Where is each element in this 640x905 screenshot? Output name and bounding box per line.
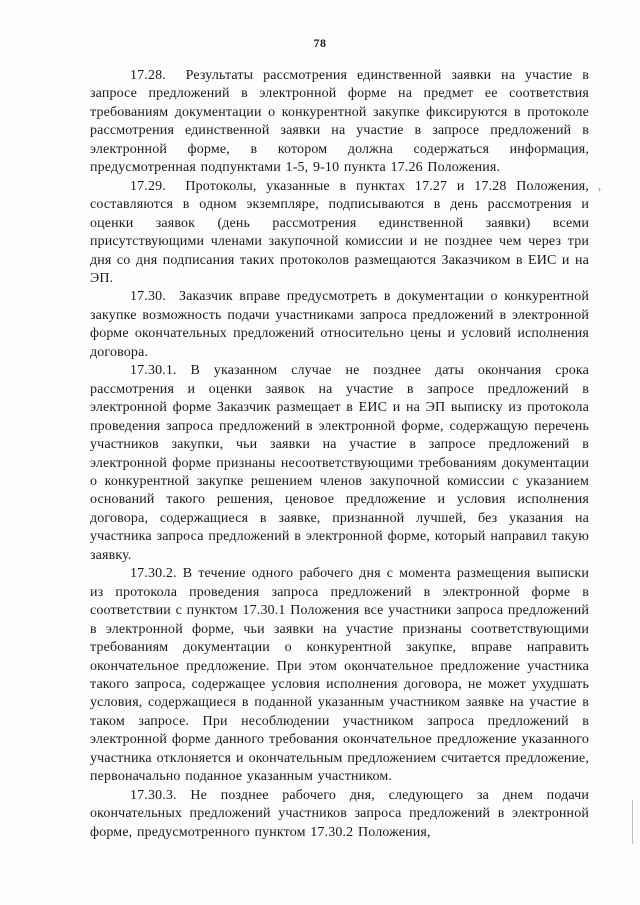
paragraph-text: Заказчик вправе предусмотреть в документации о конкурентной закупке возможность подачи участниками запроса предложений в электронной форме окончательных предложений относительно цены и условий исполнения договора. <box>90 289 589 360</box>
paragraph-17-30-3 <box>90 787 589 842</box>
paragraph-text: Результаты рассмотрения единственной заявки на участие в запросе предложений в электронной форме на предмет ее соответствия требованиям документации о конкурентной закупке фиксируются в протоколе рассмотрения единственной заявки на участие в запросе предложений в электронной форме, в котором должна содержаться информация, предусмотренная подпунктами 1-5, 9-10 пункта 17.26 Положения. <box>90 68 589 176</box>
paragraph-text: В указанном случае не позднее даты окончания срока рассмотрения и оценки заявок на участие в запросе предложений в электронной форме Заказчик размещает в ЕИС и на ЭП выписку из протокола проведения запроса предложений в электронной форме, содержащую перечень участников закупки, чьи заявки на участие в запросе предложений в электронной форме признаны несоответствующими требованиям документации о конкурентной закупке решением членов закупочной комиссии с указанием оснований такого решения, ценовое предложение и условия исполнения договора, содержащиеся в заявке, признанной лучшей, без указания на участника запроса предложений в электронной форме, который направил такую заявку. <box>90 363 589 563</box>
paragraph-text: Протоколы, указанные в пунктах 17.27 и 17.28 Положения, составляются в одном экземпляре, подписываются в день рассмотрения и оценки заявок (день рассмотрения единственной заявки) всеми присутствующими членами закупочной комиссии и не позднее чем через три дня со дня подписания таких протоколов размещаются Заказчиком в ЕИС и на ЭП. <box>90 178 589 286</box>
paragraph-number: 17.30. <box>130 289 166 305</box>
document-body <box>90 67 589 842</box>
paragraph-number: 17.30.1. <box>130 363 177 379</box>
paragraph-17-29 <box>90 178 589 289</box>
paragraph-17-30 <box>90 288 589 362</box>
paragraph-number: 17.30.2. <box>130 566 177 582</box>
paragraph-number: 17.29. <box>130 178 166 194</box>
paragraph-number: 17.30.3. <box>130 787 177 803</box>
scan-edge-artifact <box>632 800 633 844</box>
paragraph-text: В течение одного рабочего дня с момента размещения выписки из протокола проведения запроса предложений в электронной форме в соответствии с пунктом 17.30.1 Положения все участники запроса предложений в электронной форме, чьи заявки на участие признаны соответствующими требованиям документации о конкурентной закупке, вправе направить окончательное предложение. При этом окончательное предложение участника такого запроса, содержащее условия исполнения договора, не может ухудшать условия, содержащиеся в поданной указанным участником заявке на участие в таком запросе. При несоблюдении участником запроса предложений в электронной форме данного требования окончательное предложение указанного участника отклоняется и окончательным предложением считается предложение, первоначально поданное указанным участником. <box>90 566 589 785</box>
paragraph-17-28 <box>90 67 589 178</box>
scan-artifact-mark: › <box>598 184 601 194</box>
paragraph-number: 17.28. <box>130 68 166 83</box>
page-number: 78 <box>313 36 327 50</box>
paragraph-text: Не позднее рабочего дня, следующего за днем подачи окончательных предложений участников запроса предложений в электронной форме, предусмотренного пунктом 17.30.2 Положения, <box>90 787 589 840</box>
paragraph-17-30-2 <box>90 565 589 786</box>
paragraph-17-30-1 <box>90 362 589 565</box>
